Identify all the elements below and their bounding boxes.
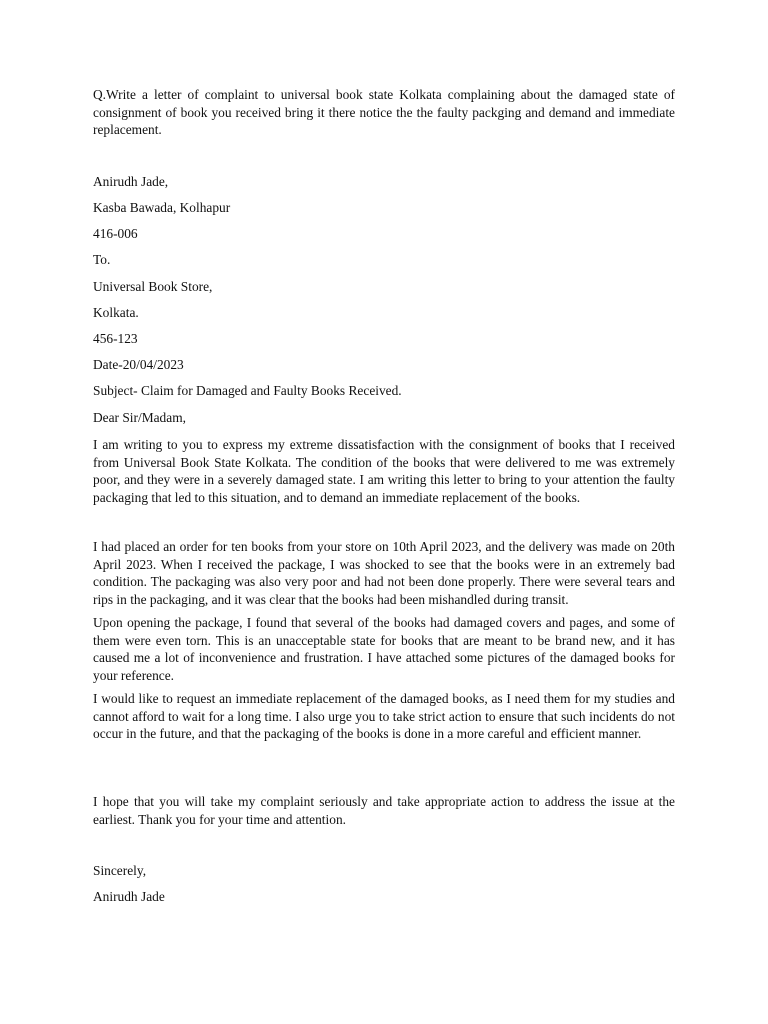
sender-address: Kasba Bawada, Kolhapur: [93, 200, 231, 215]
recipient-pin: 456-123: [93, 331, 138, 346]
question-text: Q.Write a letter of complaint to universal book state Kolkata complaining about the damaged state of consignment of book you received bring it there notice the the faulty packging and demand and immediate replacement.: [93, 87, 675, 138]
sender-name: Anirudh Jade,: [93, 174, 169, 189]
body-paragraph-3: Upon opening the package, I found that several of the books had damaged covers and pages, and some of them were even torn. This is an unacceptable state for books that are meant to be brand new, and it has caused me a lot of inconvenience and frustration. I have attached some pictures of the damaged books for your reference.: [93, 615, 675, 683]
body-paragraph-1: I am writing to you to express my extreme dissatisfaction with the consignment of books that I received from Universal Book State Kolkata. The condition of the books that were delivered to me was extremely poor, and they were in a severely damaged state. I am writing this letter to bring to your attention the faulty packaging that led to this situation, and to demand an immediate replacement of the books.: [93, 437, 675, 505]
recipient-name: Universal Book Store,: [93, 279, 213, 294]
recipient-city: Kolkata.: [93, 305, 139, 320]
sender-pin: 416-006: [93, 226, 138, 241]
body-paragraph-5: I hope that you will take my complaint seriously and take appropriate action to address the issue at the earliest. Thank you for your time and attention.: [93, 794, 675, 827]
closing: Sincerely,: [93, 863, 147, 878]
salutation: Dear Sir/Madam,: [93, 410, 186, 425]
recipient-to: To.: [93, 252, 111, 267]
body-paragraph-2: I had placed an order for ten books from your store on 10th April 2023, and the delivery was made on 20th April 2023. When I received the package, I was shocked to see that the books were in an extremely bad condition. The packaging was also very poor and had not been done properly. There were several tears and rips in the packaging, and it was clear that the books had been mishandled during transit.: [93, 539, 675, 607]
letter-subject: Subject- Claim for Damaged and Faulty Books Received.: [93, 383, 402, 398]
letter-date: Date-20/04/2023: [93, 357, 184, 372]
signature: Anirudh Jade: [93, 889, 165, 904]
body-paragraph-4: I would like to request an immediate replacement of the damaged books, as I need them for my studies and cannot afford to wait for a long time. I also urge you to take strict action to ensure that such incidents do not occur in the future, and that the packaging of the books is done in a more careful and efficient manner.: [93, 691, 675, 742]
